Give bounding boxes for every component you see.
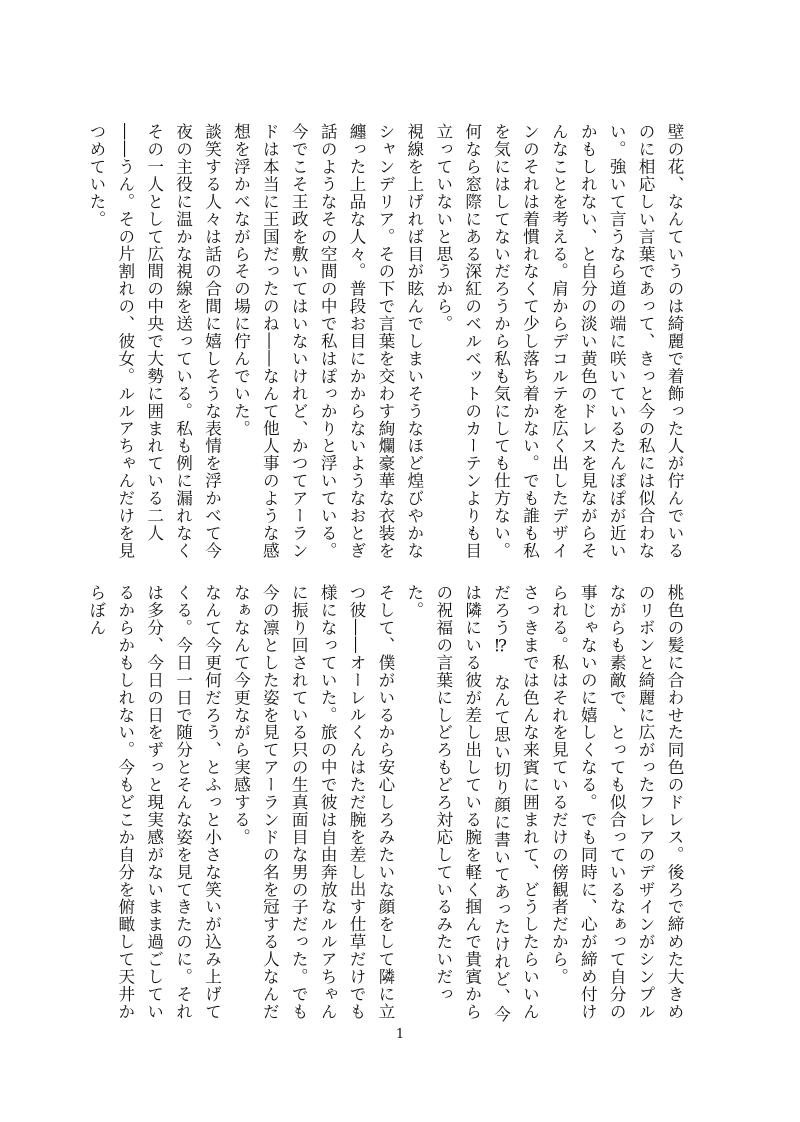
- paragraph: なんて今更何だろう、とふっと小さな笑いが込み上げてくる。今日一日で随分とそんな姿を見てきたのに。それは多分、今日の日をずっと現実感がないまま過ごしているからかもしれない。今もどこか自分を俯瞰して天井からぼん: [86, 584, 222, 1021]
- paragraph: 談笑する人々は話の合間に嬉しそうな表情を浮かべて今夜の主役に温かな視線を送っている。私も例に漏れなくその一人として広間の中央で大勢に囲まれている二人――うん。その片割れの、彼女。ルルアちゃんだけを見つめていた。: [86, 123, 222, 560]
- paragraph: さっきまでは色んな来賓に囲まれて、どうしたらいいんだろう⁉︎ なんて思い切り顔に書いてあったけれど、今は隣にいる彼が差し出している腕を軽く掴んで貴賓からの祝福の言葉にしどろもどろ対応しているみたいだった。: [404, 584, 540, 1023]
- paragraph: そして、僕がいるから安心しろみたいな顔をして隣に立つ彼――オーレルくんはただ腕を差し出す仕草だけでも様になっていた。旅の中で彼は自由奔放なルルアちゃんに振り回されている只の生真面目な男の子だった。でも今の凛とした姿を見てアーランドの名を冠する人なんだなぁなんて今更ながら実感する。: [231, 584, 395, 1021]
- paragraph: 桃色の髪に合わせた同色のドレス。後ろで締めた大きめのリボンと綺麗に広がったフレアのデザインがシンプルながらも素敵で、とっても似合っているなぁって自分の事じゃないのに嬉しくなる。でも同時に、心が締め付けられる。私はそれを見ているだけの傍観者だから。: [549, 584, 684, 1021]
- text-block-top: [86, 123, 688, 575]
- page-number: 1: [395, 1027, 405, 1042]
- paragraph: 視線を上げれば目が眩んでしまいそうなほど煌びやかなシャンデリア。その下で言葉を交わす絢爛豪華な衣装を纏った上品な人々。普段お目にかからないようなおとぎ話のようなその空間の中で私はぽっかりと浮いている。今でこそ王政を敷いてはいないけれど、かつてアーランドは本当に王国だったのね――なんて他人事のような感想を浮かべながらその場に佇んでいた。: [231, 123, 424, 560]
- paragraph: 壁の花、なんていうのは綺麗で着飾った人が佇んでいるのに相応しい言葉であって、きっと今の私には似合わない。強いて言うなら道の端に咲いているたんぽぽが近いかもしれない、と自分の淡い黄色のドレスを見ながらそんなことを考える。肩からデコルテを広く出したデザインのそれは着慣れなくて少し落ち着かない。でも誰も私を気にはしてないだろうから私も気にしても仕方ない。何なら窓際にある深紅のベルベットのカーテンよりも目立っていないと思うから。: [433, 123, 684, 560]
- text-block-bottom: [86, 584, 688, 1036]
